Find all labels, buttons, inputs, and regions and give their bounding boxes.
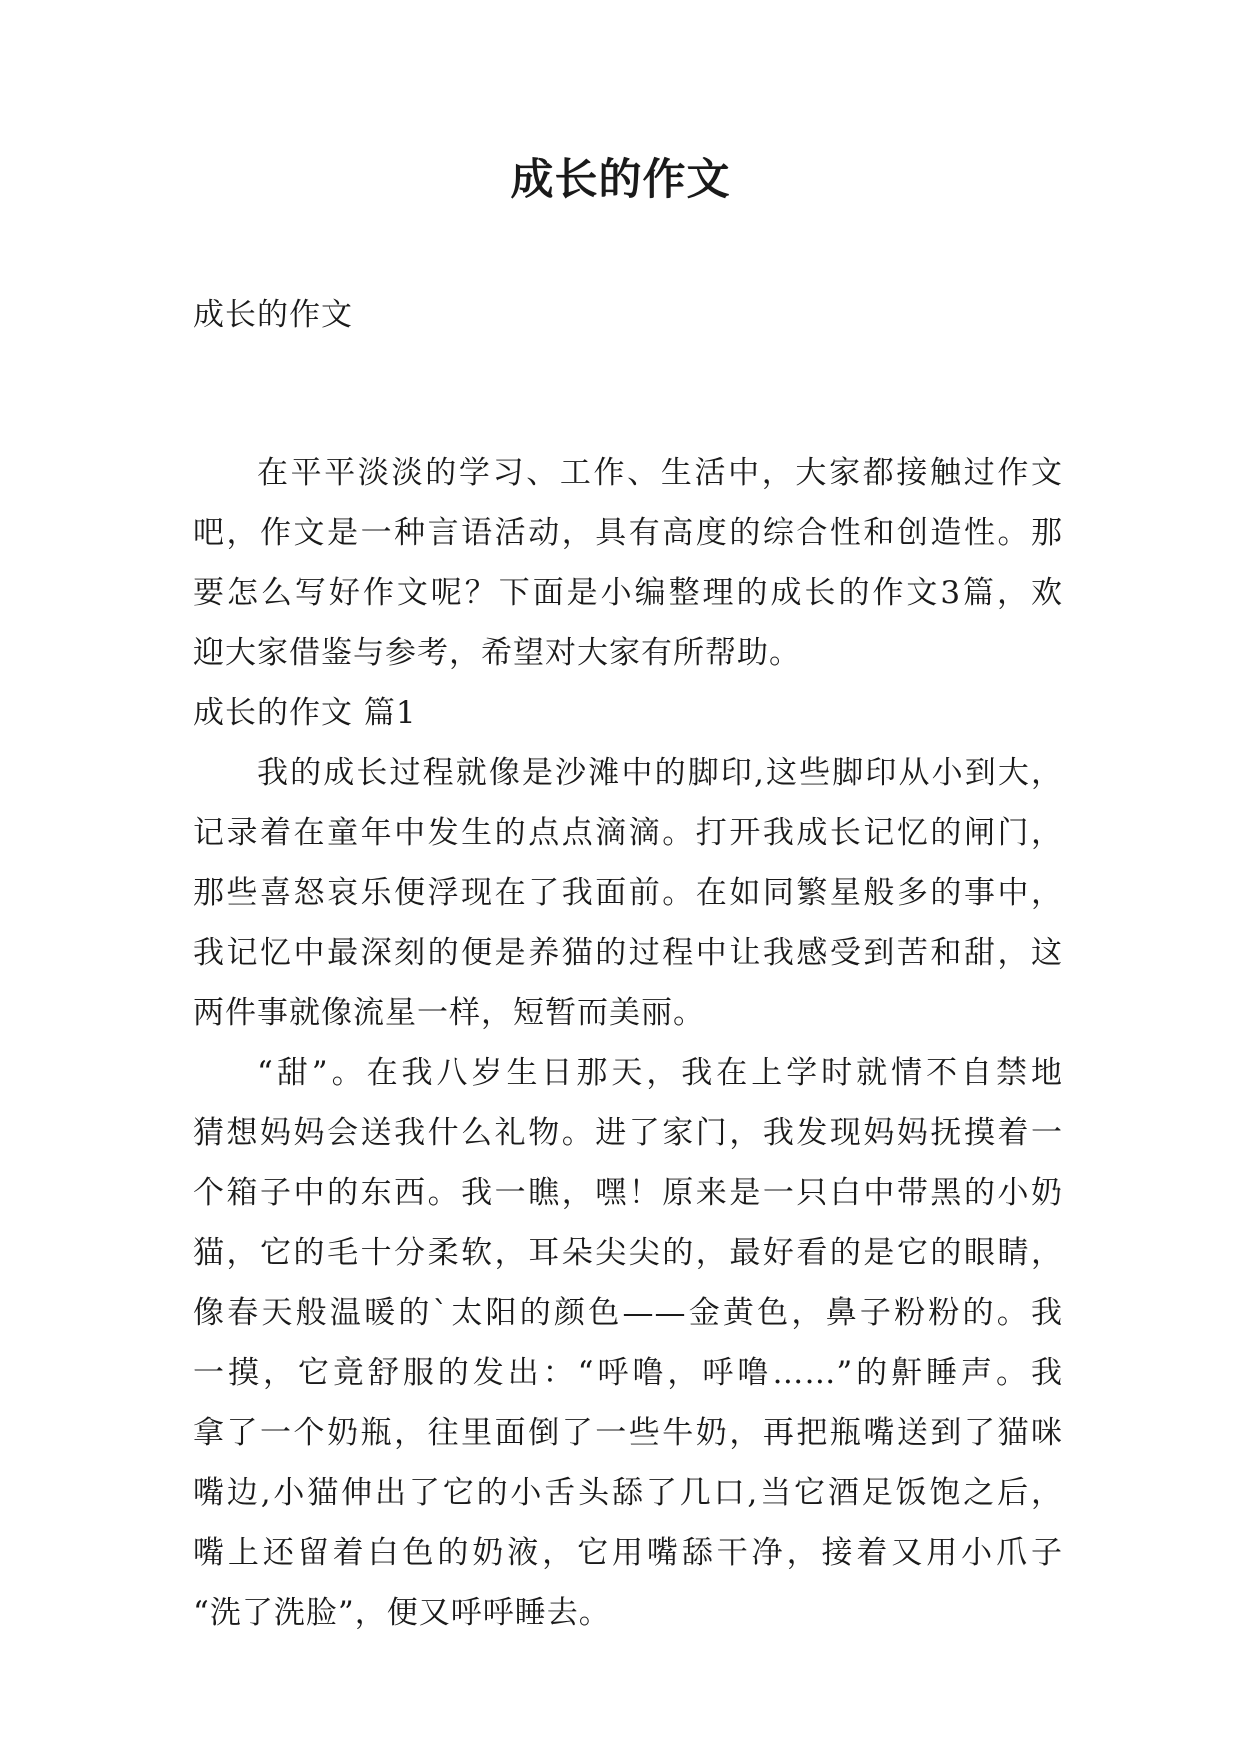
intro-line: 吧，作文是一种言语活动，具有高度的综合性和创造性。那 — [193, 515, 1063, 551]
paragraph2-line: 嘴边,小猫伸出了它的小舌头舔了几口,当它酒足饭饱之后， — [193, 1475, 1063, 1511]
paragraph2-line: “洗了洗脸”，便又呼呼睡去。 — [193, 1595, 611, 1631]
paragraph2-line: 嘴上还留着白色的奶液，它用嘴舔干净，接着又用小爪子 — [193, 1535, 1063, 1571]
paragraph2-line: 猫，它的毛十分柔软，耳朵尖尖的，最好看的是它的眼睛， — [193, 1235, 1063, 1271]
intro-line: 要怎么写好作文呢？下面是小编整理的成长的作文3篇，欢 — [193, 575, 1063, 611]
paragraph1-line: 那些喜怒哀乐便浮现在了我面前。在如同繁星般多的事中， — [193, 875, 1063, 911]
paragraph1-line: 记录着在童年中发生的点点滴滴。打开我成长记忆的闸门， — [193, 815, 1063, 851]
paragraph2-line: 像春天般温暖的`太阳的颜色——金黄色，鼻子粉粉的。我 — [193, 1295, 1063, 1331]
intro-line: 迎大家借鉴与参考，希望对大家有所帮助。 — [193, 635, 801, 671]
paragraph2-line: 个箱子中的东西。我一瞧，嘿！原来是一只白中带黑的小奶 — [193, 1175, 1063, 1211]
paragraph2-line: 猜想妈妈会送我什么礼物。进了家门，我发现妈妈抚摸着一 — [193, 1115, 1063, 1151]
paragraph2-line: 一摸，它竟舒服的发出：“呼噜，呼噜……”的鼾睡声。我 — [193, 1355, 1063, 1391]
section-heading: 成长的作文 篇1 — [193, 695, 417, 731]
paragraph2-line: 拿了一个奶瓶，往里面倒了一些牛奶，再把瓶嘴送到了猫咪 — [193, 1415, 1063, 1451]
paragraph1-line: 两件事就像流星一样，短暂而美丽。 — [193, 995, 705, 1031]
intro-line: 在平平淡淡的学习、工作、生活中，大家都接触过作文 — [257, 455, 1063, 491]
subtitle: 成长的作文 — [193, 297, 353, 333]
document-body — [193, 285, 1063, 1643]
paragraph2-line: “甜”。在我八岁生日那天，我在上学时就情不自禁地 — [257, 1055, 1063, 1091]
paragraph1-line: 我记忆中最深刻的便是养猫的过程中让我感受到苦和甜，这 — [193, 935, 1063, 971]
paragraph1-line: 我的成长过程就像是沙滩中的脚印,这些脚印从小到大， — [257, 755, 1063, 791]
document-title: 成长的作文 — [510, 155, 731, 205]
